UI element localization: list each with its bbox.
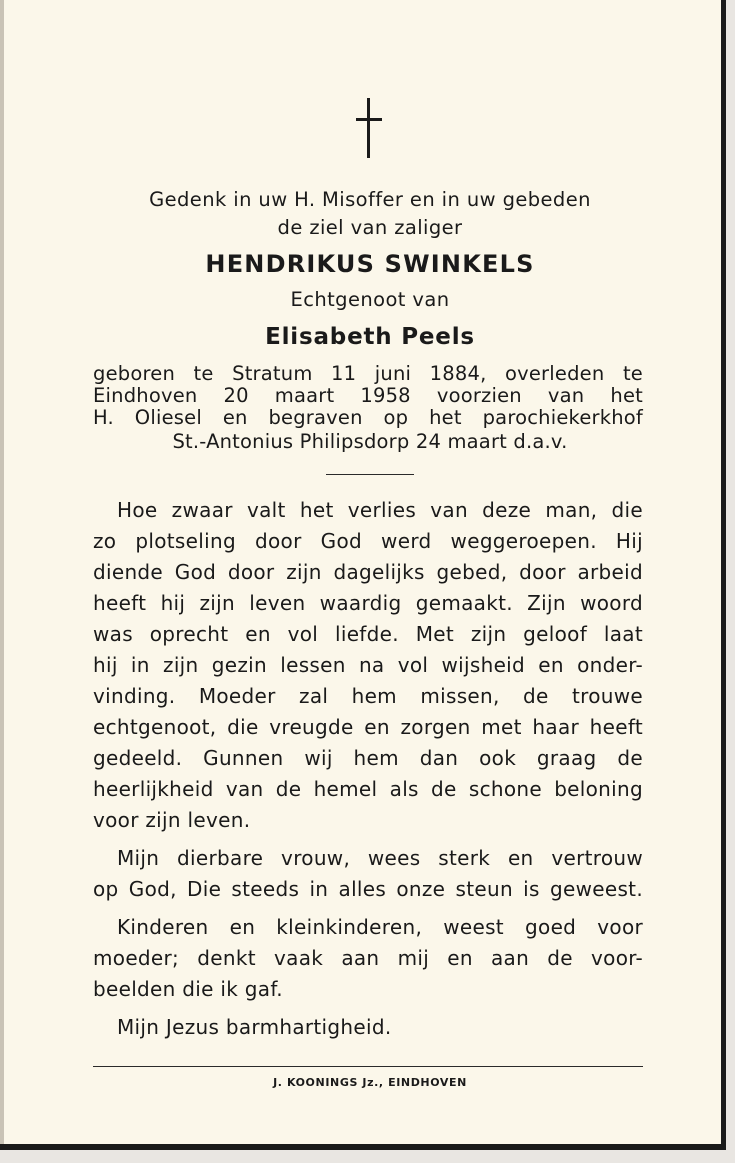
- details-line: H. Oliesel en begraven op het parochiekerkhof: [93, 406, 643, 429]
- text-line: echtgenoot, die vreugde en zorgen met haar heeft: [93, 715, 643, 739]
- divider: [326, 474, 414, 475]
- text-line: zo plotseling door God werd weggeroepen. Hij: [93, 529, 643, 553]
- text-line: Hoe zwaar valt het verlies van deze man, die: [117, 498, 643, 522]
- text-line: was oprecht en vol liefde. Met zijn geloof laat: [93, 622, 643, 646]
- text-line: hij in zijn gezin lessen na vol wijsheid en onder-: [93, 653, 643, 677]
- details-line: geboren te Stratum 11 juni 1884, overleden te: [93, 362, 643, 385]
- footer-rule: [93, 1066, 643, 1067]
- header-line-2: de ziel van zaliger: [277, 216, 463, 239]
- text-line: moeder; denkt vaak aan mij en aan de voor-: [93, 946, 643, 970]
- text-line: gedeeld. Gunnen wij hem dan ook graag de: [93, 746, 643, 770]
- cross-icon: [354, 98, 384, 160]
- text-line: Mijn Jezus barmhartigheid.: [117, 1015, 392, 1039]
- details-line: St.-Antonius Philipsdorp 24 maart d.a.v.: [172, 430, 568, 453]
- spouse-name: Elisabeth Peels: [265, 324, 475, 350]
- details-line: Eindhoven 20 maart 1958 voorzien van het: [93, 384, 643, 407]
- text-line: voor zijn leven.: [93, 808, 251, 832]
- relation-text: Echtgenoot van: [290, 288, 450, 311]
- printer-imprint: J. KOONINGS Jz., EINDHOVEN: [273, 1076, 467, 1089]
- text-line: Kinderen en kleinkinderen, weest goed voor: [117, 915, 643, 939]
- text-line: beelden die ik gaf.: [93, 977, 283, 1001]
- deceased-name: HENDRIKUS SWINKELS: [205, 250, 535, 278]
- header-line-1: Gedenk in uw H. Misoffer en in uw gebeden: [149, 188, 591, 211]
- text-line: vinding. Moeder zal hem missen, de trouwe: [93, 684, 643, 708]
- text-line: Mijn dierbare vrouw, wees sterk en vertrouw: [117, 846, 643, 870]
- text-line: op God, Die steeds in alles onze steun is geweest.: [93, 877, 643, 901]
- text-line: heeft hij zijn leven waardig gemaakt. Zijn woord: [93, 591, 643, 615]
- text-line: diende God door zijn dagelijks gebed, door arbeid: [93, 560, 643, 584]
- text-line: heerlijkheid van de hemel als de schone beloning: [93, 777, 643, 801]
